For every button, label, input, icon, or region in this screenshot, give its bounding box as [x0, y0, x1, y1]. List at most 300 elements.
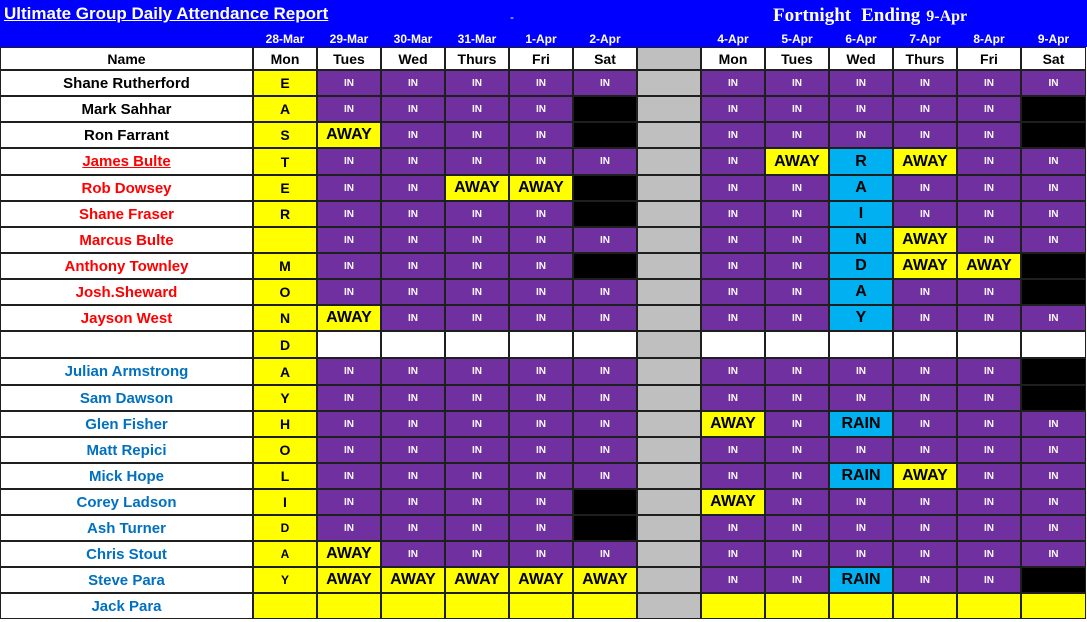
off-day-cell	[573, 122, 637, 148]
attendance-cell: IN	[381, 175, 445, 201]
employee-name: Glen Fisher	[0, 411, 253, 437]
rain-day-letter-cell: I	[829, 201, 893, 227]
employee-name: Steve Para	[0, 567, 253, 593]
attendance-cell: IN	[829, 70, 893, 96]
off-day-cell	[1021, 279, 1086, 305]
attendance-cell: IN	[381, 253, 445, 279]
attendance-cell: IN	[957, 96, 1021, 122]
off-day-cell	[1021, 567, 1086, 593]
holiday-letter-cell: M	[253, 253, 317, 279]
separator-cell	[637, 279, 701, 305]
attendance-cell: IN	[957, 227, 1021, 253]
attendance-cell: IN	[701, 148, 765, 175]
empty-cell	[1021, 331, 1086, 358]
attendance-cell: IN	[765, 541, 829, 567]
holiday-letter-cell: Y	[253, 385, 317, 411]
attendance-cell: AWAY	[893, 227, 957, 253]
attendance-cell: IN	[893, 385, 957, 411]
attendance-cell: IN	[701, 122, 765, 148]
day-column-header: Thurs	[445, 47, 509, 70]
attendance-cell: IN	[893, 411, 957, 437]
attendance-cell: AWAY	[509, 567, 573, 593]
date-header: 6-Apr	[845, 32, 877, 46]
attendance-cell: IN	[957, 148, 1021, 175]
separator-cell	[637, 122, 701, 148]
blank-yellow-cell	[829, 593, 893, 619]
attendance-cell: IN	[765, 122, 829, 148]
attendance-cell: IN	[957, 122, 1021, 148]
attendance-cell: IN	[957, 385, 1021, 411]
attendance-cell: IN	[445, 70, 509, 96]
attendance-cell: IN	[445, 253, 509, 279]
holiday-letter-cell: N	[253, 305, 317, 331]
empty-cell	[509, 331, 573, 358]
attendance-cell: IN	[381, 148, 445, 175]
blank-yellow-cell	[573, 593, 637, 619]
holiday-letter-cell: I	[253, 489, 317, 515]
attendance-cell: AWAY	[381, 567, 445, 593]
fortnight-label: Fortnight	[773, 5, 852, 26]
attendance-cell: IN	[445, 96, 509, 122]
holiday-letter-cell: D	[253, 331, 317, 358]
attendance-cell: IN	[957, 541, 1021, 567]
day-column-header: Tues	[317, 47, 381, 70]
separator-cell	[637, 47, 701, 70]
attendance-cell: IN	[509, 515, 573, 541]
empty-cell	[829, 331, 893, 358]
separator-cell	[637, 463, 701, 489]
attendance-cell: IN	[765, 175, 829, 201]
holiday-letter-cell: L	[253, 463, 317, 489]
separator-cell	[637, 358, 701, 385]
date-header: 5-Apr	[781, 32, 813, 46]
date-header: 28-Mar	[265, 32, 305, 46]
attendance-cell: IN	[317, 463, 381, 489]
attendance-cell: IN	[701, 305, 765, 331]
attendance-cell: IN	[1021, 515, 1086, 541]
blank-yellow-cell	[765, 593, 829, 619]
attendance-cell: IN	[509, 411, 573, 437]
attendance-cell: IN	[573, 463, 637, 489]
blank-yellow-cell	[317, 593, 381, 619]
attendance-cell: IN	[765, 463, 829, 489]
attendance-cell: IN	[1021, 489, 1086, 515]
attendance-cell: IN	[381, 515, 445, 541]
holiday-letter-cell	[253, 593, 317, 619]
holiday-letter-cell: A	[253, 358, 317, 385]
separator-cell	[637, 541, 701, 567]
employee-name: Ash Turner	[0, 515, 253, 541]
holiday-letter-cell: D	[253, 515, 317, 541]
date-header: 9-Apr	[1037, 32, 1070, 46]
day-column-header: Sat	[1021, 47, 1086, 70]
attendance-cell: IN	[701, 385, 765, 411]
separator-cell	[637, 70, 701, 96]
attendance-cell: IN	[957, 411, 1021, 437]
attendance-cell: IN	[829, 96, 893, 122]
attendance-cell: IN	[765, 411, 829, 437]
attendance-cell: IN	[829, 385, 893, 411]
attendance-cell: IN	[509, 385, 573, 411]
attendance-cell: IN	[573, 411, 637, 437]
blank-yellow-cell	[509, 593, 573, 619]
attendance-cell: IN	[893, 305, 957, 331]
off-day-cell	[573, 489, 637, 515]
attendance-cell: IN	[893, 567, 957, 593]
attendance-cell: IN	[829, 515, 893, 541]
attendance-cell: IN	[893, 70, 957, 96]
date-header: 7-Apr	[909, 32, 941, 46]
attendance-cell: IN	[701, 201, 765, 227]
attendance-cell: IN	[957, 175, 1021, 201]
attendance-cell: IN	[701, 253, 765, 279]
attendance-cell: IN	[317, 201, 381, 227]
fortnight-date: 9-Apr	[926, 8, 968, 25]
attendance-cell: IN	[765, 385, 829, 411]
attendance-cell: IN	[893, 358, 957, 385]
dash-mark: -	[510, 10, 514, 24]
attendance-cell: IN	[317, 148, 381, 175]
attendance-cell: IN	[509, 148, 573, 175]
attendance-grid	[0, 47, 1087, 622]
attendance-cell: AWAY	[317, 305, 381, 331]
off-day-cell	[573, 253, 637, 279]
employee-name: Mick Hope	[0, 463, 253, 489]
separator-cell	[637, 437, 701, 463]
attendance-cell: IN	[957, 437, 1021, 463]
name-column-header: Name	[0, 47, 253, 70]
attendance-cell: IN	[509, 541, 573, 567]
attendance-cell: IN	[573, 358, 637, 385]
attendance-cell: IN	[445, 463, 509, 489]
attendance-cell: IN	[381, 279, 445, 305]
holiday-letter-cell: E	[253, 175, 317, 201]
attendance-cell: IN	[765, 253, 829, 279]
holiday-letter-cell: Y	[253, 567, 317, 593]
attendance-cell: IN	[509, 253, 573, 279]
off-day-cell	[573, 201, 637, 227]
employee-name	[0, 331, 253, 358]
attendance-cell: IN	[317, 385, 381, 411]
attendance-cell: RAIN	[829, 463, 893, 489]
blank-yellow-cell	[701, 593, 765, 619]
day-column-header: Fri	[509, 47, 573, 70]
attendance-cell: IN	[701, 279, 765, 305]
attendance-cell: IN	[445, 122, 509, 148]
date-header: 29-Mar	[329, 32, 369, 46]
date-header: 31-Mar	[457, 32, 497, 46]
attendance-cell: IN	[893, 279, 957, 305]
attendance-cell: IN	[509, 463, 573, 489]
date-header: 1-Apr	[525, 32, 557, 46]
attendance-cell: IN	[445, 385, 509, 411]
attendance-cell: IN	[1021, 201, 1086, 227]
attendance-cell: IN	[317, 70, 381, 96]
attendance-cell: IN	[957, 305, 1021, 331]
attendance-cell: IN	[1021, 227, 1086, 253]
attendance-cell: IN	[893, 96, 957, 122]
attendance-cell: IN	[509, 122, 573, 148]
attendance-cell: AWAY	[317, 541, 381, 567]
attendance-cell: IN	[381, 437, 445, 463]
attendance-cell: IN	[445, 411, 509, 437]
separator-cell	[637, 227, 701, 253]
employee-name: Marcus Bulte	[0, 227, 253, 253]
employee-name: Mark Sahhar	[0, 96, 253, 122]
attendance-cell: IN	[1021, 305, 1086, 331]
rain-day-letter-cell: R	[829, 148, 893, 175]
attendance-cell: IN	[509, 227, 573, 253]
attendance-cell: IN	[317, 358, 381, 385]
ending-label: Ending	[861, 5, 921, 26]
day-column-header: Mon	[701, 47, 765, 70]
attendance-cell: AWAY	[701, 411, 765, 437]
attendance-cell: IN	[957, 489, 1021, 515]
attendance-cell: IN	[317, 489, 381, 515]
off-day-cell	[1021, 253, 1086, 279]
attendance-cell: IN	[381, 70, 445, 96]
attendance-cell: IN	[893, 122, 957, 148]
off-day-cell	[573, 515, 637, 541]
separator-cell	[637, 331, 701, 358]
employee-name: Jayson West	[0, 305, 253, 331]
attendance-cell: RAIN	[829, 411, 893, 437]
holiday-letter-cell: S	[253, 122, 317, 148]
attendance-cell: AWAY	[445, 175, 509, 201]
attendance-cell: IN	[893, 201, 957, 227]
day-column-header: Wed	[829, 47, 893, 70]
separator-cell	[637, 175, 701, 201]
attendance-cell: IN	[445, 358, 509, 385]
attendance-cell: IN	[381, 122, 445, 148]
attendance-cell: IN	[573, 70, 637, 96]
attendance-cell: IN	[1021, 541, 1086, 567]
separator-cell	[637, 515, 701, 541]
employee-name: Matt Repici	[0, 437, 253, 463]
empty-cell	[957, 331, 1021, 358]
blank-yellow-cell	[957, 593, 1021, 619]
empty-cell	[317, 331, 381, 358]
attendance-cell: IN	[957, 201, 1021, 227]
attendance-cell: AWAY	[509, 175, 573, 201]
attendance-cell: IN	[765, 305, 829, 331]
separator-cell	[637, 567, 701, 593]
attendance-cell: IN	[381, 96, 445, 122]
attendance-cell: IN	[317, 279, 381, 305]
empty-cell	[381, 331, 445, 358]
off-day-cell	[1021, 96, 1086, 122]
attendance-cell: IN	[445, 201, 509, 227]
attendance-cell: IN	[1021, 148, 1086, 175]
attendance-cell: IN	[765, 489, 829, 515]
employee-name: Julian Armstrong	[0, 358, 253, 385]
attendance-cell: IN	[381, 411, 445, 437]
blank-yellow-cell	[445, 593, 509, 619]
holiday-letter-cell: A	[253, 541, 317, 567]
employee-name: Rob Dowsey	[0, 175, 253, 201]
blank-yellow-cell	[893, 593, 957, 619]
attendance-cell: IN	[317, 96, 381, 122]
attendance-cell: IN	[445, 305, 509, 331]
attendance-cell: IN	[765, 96, 829, 122]
attendance-cell: IN	[893, 515, 957, 541]
attendance-cell: IN	[701, 70, 765, 96]
day-column-header: Fri	[957, 47, 1021, 70]
off-day-cell	[573, 96, 637, 122]
rain-day-letter-cell: N	[829, 227, 893, 253]
separator-cell	[637, 411, 701, 437]
attendance-cell: AWAY	[445, 567, 509, 593]
report-title: Ultimate Group Daily Attendance Report	[4, 4, 329, 23]
employee-name: Shane Rutherford	[0, 70, 253, 96]
attendance-cell: IN	[957, 70, 1021, 96]
day-column-header: Wed	[381, 47, 445, 70]
report-header	[0, 0, 1087, 47]
employee-name: Sam Dawson	[0, 385, 253, 411]
attendance-cell: IN	[509, 489, 573, 515]
attendance-cell: IN	[829, 358, 893, 385]
employee-name: Anthony Townley	[0, 253, 253, 279]
attendance-cell: IN	[317, 175, 381, 201]
attendance-cell: IN	[893, 175, 957, 201]
attendance-cell: AWAY	[701, 489, 765, 515]
holiday-letter-cell	[253, 227, 317, 253]
attendance-cell: IN	[509, 70, 573, 96]
fortnight-ending	[773, 5, 967, 27]
separator-cell	[637, 96, 701, 122]
attendance-cell: AWAY	[317, 567, 381, 593]
attendance-cell: IN	[445, 437, 509, 463]
attendance-cell: IN	[573, 305, 637, 331]
holiday-letter-cell: T	[253, 148, 317, 175]
attendance-cell: IN	[381, 305, 445, 331]
attendance-cell: IN	[445, 515, 509, 541]
attendance-cell: IN	[573, 279, 637, 305]
attendance-cell: IN	[765, 515, 829, 541]
rain-day-letter-cell: Y	[829, 305, 893, 331]
separator-cell	[637, 305, 701, 331]
off-day-cell	[1021, 358, 1086, 385]
holiday-letter-cell: O	[253, 279, 317, 305]
attendance-cell: IN	[509, 305, 573, 331]
attendance-cell: IN	[445, 279, 509, 305]
holiday-letter-cell: O	[253, 437, 317, 463]
attendance-cell: IN	[829, 122, 893, 148]
employee-name: Jack Para	[0, 593, 253, 619]
attendance-cell: IN	[445, 148, 509, 175]
empty-cell	[701, 331, 765, 358]
date-header: 2-Apr	[589, 32, 621, 46]
attendance-cell: IN	[573, 437, 637, 463]
attendance-cell: AWAY	[957, 253, 1021, 279]
attendance-cell: IN	[317, 411, 381, 437]
date-header: 4-Apr	[717, 32, 749, 46]
attendance-cell: IN	[957, 463, 1021, 489]
employee-name: Shane Fraser	[0, 201, 253, 227]
separator-cell	[637, 201, 701, 227]
holiday-letter-cell: A	[253, 96, 317, 122]
attendance-cell: AWAY	[765, 148, 829, 175]
attendance-cell: AWAY	[893, 148, 957, 175]
holiday-letter-cell: R	[253, 201, 317, 227]
attendance-cell: IN	[829, 437, 893, 463]
attendance-cell: IN	[573, 227, 637, 253]
rain-day-letter-cell: A	[829, 175, 893, 201]
attendance-cell: AWAY	[893, 253, 957, 279]
separator-cell	[637, 593, 701, 619]
attendance-cell: IN	[509, 358, 573, 385]
attendance-cell: IN	[957, 567, 1021, 593]
blank-yellow-cell	[1021, 593, 1086, 619]
empty-cell	[893, 331, 957, 358]
off-day-cell	[1021, 122, 1086, 148]
attendance-cell: AWAY	[317, 122, 381, 148]
attendance-cell: IN	[1021, 411, 1086, 437]
attendance-cell: IN	[317, 437, 381, 463]
day-column-header: Tues	[765, 47, 829, 70]
empty-cell	[765, 331, 829, 358]
attendance-cell: IN	[893, 437, 957, 463]
attendance-cell: IN	[1021, 70, 1086, 96]
holiday-letter-cell: E	[253, 70, 317, 96]
separator-cell	[637, 489, 701, 515]
attendance-cell: IN	[509, 279, 573, 305]
attendance-cell: IN	[381, 227, 445, 253]
attendance-cell: IN	[765, 227, 829, 253]
attendance-cell: IN	[317, 515, 381, 541]
blank-yellow-cell	[381, 593, 445, 619]
off-day-cell	[573, 175, 637, 201]
attendance-cell: IN	[381, 541, 445, 567]
attendance-cell: IN	[765, 70, 829, 96]
off-day-cell	[1021, 385, 1086, 411]
attendance-cell: IN	[509, 437, 573, 463]
day-column-header: Mon	[253, 47, 317, 70]
attendance-cell: IN	[573, 148, 637, 175]
attendance-cell: IN	[701, 515, 765, 541]
attendance-cell: IN	[765, 201, 829, 227]
attendance-cell: IN	[701, 437, 765, 463]
separator-cell	[637, 148, 701, 175]
employee-name: Josh.Sheward	[0, 279, 253, 305]
attendance-cell: IN	[893, 541, 957, 567]
attendance-cell: IN	[765, 279, 829, 305]
attendance-cell: RAIN	[829, 567, 893, 593]
attendance-cell: IN	[829, 541, 893, 567]
attendance-cell: IN	[381, 201, 445, 227]
attendance-cell: IN	[701, 358, 765, 385]
attendance-cell: IN	[381, 358, 445, 385]
separator-cell	[637, 253, 701, 279]
attendance-cell: IN	[765, 358, 829, 385]
attendance-cell: IN	[381, 489, 445, 515]
date-header: 30-Mar	[393, 32, 433, 46]
attendance-cell: IN	[445, 489, 509, 515]
day-column-header: Thurs	[893, 47, 957, 70]
employee-name: Chris Stout	[0, 541, 253, 567]
attendance-cell: IN	[765, 437, 829, 463]
attendance-cell: IN	[701, 567, 765, 593]
attendance-cell: IN	[445, 541, 509, 567]
attendance-cell: IN	[701, 227, 765, 253]
employee-name: James Bulte	[0, 148, 253, 175]
day-column-header: Sat	[573, 47, 637, 70]
attendance-cell: IN	[573, 385, 637, 411]
attendance-cell: IN	[381, 463, 445, 489]
attendance-cell: IN	[701, 541, 765, 567]
attendance-cell: IN	[573, 541, 637, 567]
attendance-cell: IN	[509, 96, 573, 122]
